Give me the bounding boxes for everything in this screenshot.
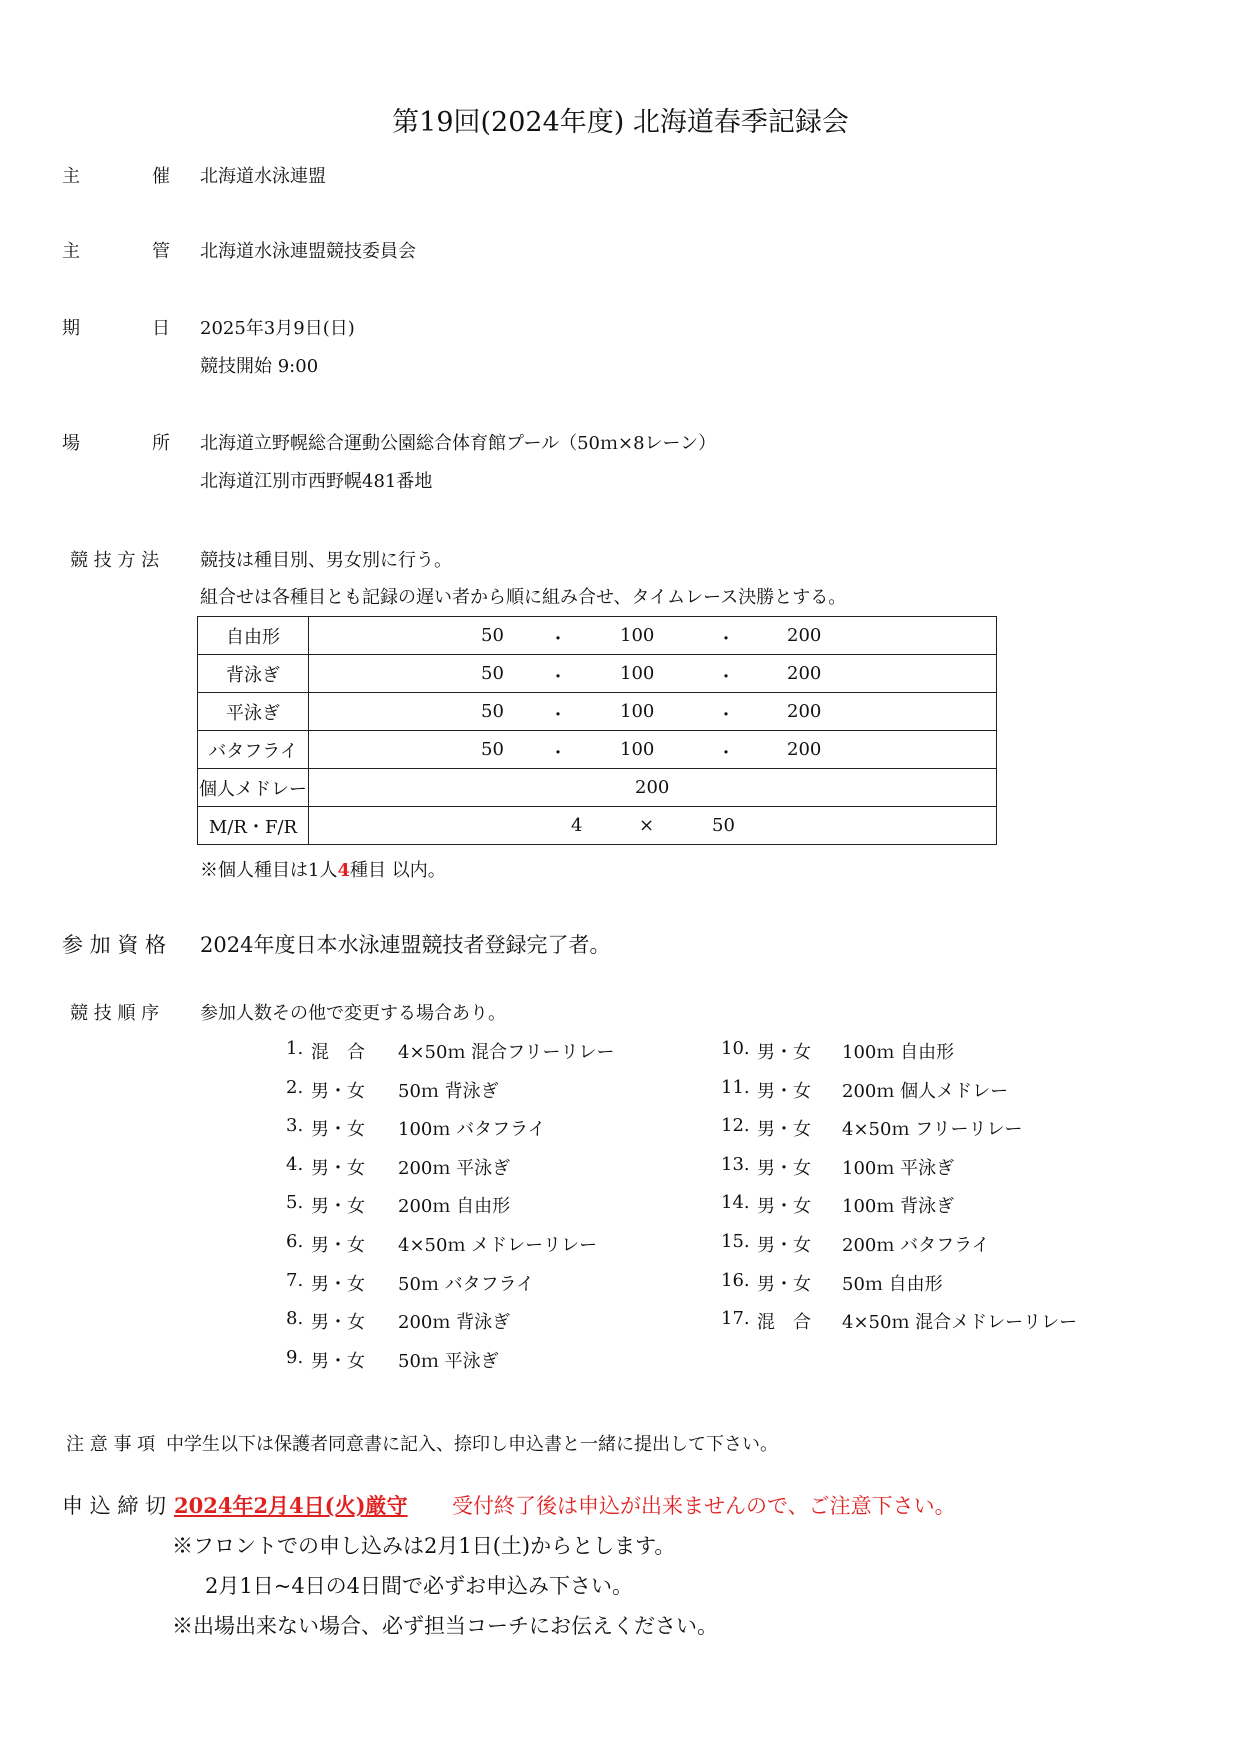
order-sex: 男・女 (757, 1196, 811, 1218)
distance-100: 100 (620, 663, 655, 684)
notes-value: 中学生以下は保護者同意書に記入、捺印し申込書と一緒に提出して下さい。 (166, 1434, 778, 1455)
separator: ・ (549, 705, 567, 726)
distance-200: 200 (787, 701, 822, 722)
order-sex: 男・女 (311, 1235, 365, 1256)
distance-50: 50 (481, 739, 504, 760)
order-sex: 混 合 (311, 1042, 365, 1063)
order-number: 16. (721, 1269, 750, 1291)
date-label-a: 期 (62, 318, 80, 339)
order-event: 100ｍ 背泳ぎ (842, 1196, 955, 1218)
table-row (198, 693, 997, 731)
method-line1: 競技は種目別、男女別に行う。 (200, 550, 452, 571)
distance-100: 100 (620, 625, 655, 646)
venue-label-b: 所 (152, 433, 170, 454)
separator: ・ (549, 629, 567, 650)
order-number: 11. (721, 1076, 750, 1098)
order-event: 50ｍ バタフライ (398, 1273, 535, 1295)
order-sex: 男・女 (311, 1080, 365, 1102)
order-event: 200ｍ バタフライ (842, 1235, 990, 1256)
relay-distance: 50 (712, 815, 735, 836)
separator: ・ (549, 743, 567, 764)
date-value: 2025年3月9日(日) (200, 318, 355, 339)
separator: ・ (717, 743, 735, 764)
table-row (198, 617, 997, 655)
separator: ・ (717, 667, 735, 688)
order-number: 8. (286, 1308, 304, 1330)
notes-label: 注 意 事 項 (66, 1434, 156, 1455)
event-name: 平泳ぎ (198, 693, 309, 731)
venue-label-a: 場 (62, 433, 80, 454)
order-number: 1. (286, 1038, 304, 1059)
order-event: 100ｍ 自由形 (842, 1042, 955, 1063)
table-row (198, 769, 997, 807)
order-label: 競 技 順 序 (70, 1003, 160, 1024)
order-number: 7. (286, 1269, 304, 1291)
order-number: 13. (721, 1153, 750, 1175)
order-event: 4×50ｍ 混合フリーリレー (398, 1042, 615, 1063)
separator: ・ (717, 629, 735, 650)
order-event: 4×50ｍ 混合メドレーリレー (842, 1312, 1078, 1334)
relay-times: × (639, 815, 655, 836)
event-name: 自由形 (198, 617, 309, 655)
order-sex: 男・女 (757, 1042, 811, 1063)
organizer-label-a: 主 (62, 241, 80, 262)
limit-note-post: 種目 以内。 (349, 860, 446, 881)
distance-50: 50 (481, 663, 504, 684)
distance-200: 200 (787, 739, 822, 760)
distance-50: 50 (481, 625, 504, 646)
order-event: 50ｍ 背泳ぎ (398, 1080, 499, 1102)
order-number: 9. (286, 1346, 304, 1368)
eligibility-value: 2024年度日本水泳連盟競技者登録完了者。 (200, 933, 611, 957)
distance-100: 100 (620, 701, 655, 722)
separator: ・ (717, 705, 735, 726)
order-number: 14. (721, 1192, 750, 1214)
deadline-date: 2024年2月4日(火)厳守 (174, 1493, 408, 1518)
order-sex: 男・女 (311, 1312, 365, 1334)
table-row (198, 655, 997, 693)
distance-50: 50 (481, 701, 504, 722)
distance-200: 200 (787, 663, 822, 684)
table-row (198, 807, 997, 845)
host-label-a: 主 (62, 166, 80, 187)
organizer-label-b: 管 (152, 241, 170, 262)
order-sex: 男・女 (311, 1196, 365, 1218)
method-line2: 組合せは各種目とも記録の遅い者から順に組み合せ、タイムレース決勝とする。 (200, 587, 847, 608)
event-name: バタフライ (198, 731, 309, 769)
deadline-label: 申 込 締 切 (62, 1494, 167, 1518)
order-sex: 男・女 (311, 1273, 365, 1295)
order-number: 2. (286, 1076, 304, 1098)
order-sex: 男・女 (757, 1157, 811, 1179)
order-sex: 男・女 (757, 1119, 811, 1141)
host-label-b: 催 (152, 166, 170, 187)
separator: ・ (549, 667, 567, 688)
limit-note-pre: ※個人種目は1人 (200, 860, 338, 881)
date-label-b: 日 (152, 318, 170, 339)
deadline-line1: ※フロントでの申し込みは2月1日(土)からとします。 (172, 1534, 676, 1558)
order-number: 5. (286, 1192, 304, 1214)
order-number: 12. (721, 1115, 750, 1137)
event-name: M/R・F/R (198, 807, 309, 845)
host-value: 北海道水泳連盟 (200, 166, 326, 187)
method-label: 競 技 方 法 (70, 550, 160, 571)
order-event: 200ｍ 個人メドレー (842, 1080, 1009, 1102)
venue-address: 北海道江別市西野幌481番地 (200, 471, 433, 492)
order-sex: 男・女 (311, 1157, 365, 1179)
order-event: 100ｍ 平泳ぎ (842, 1157, 955, 1179)
order-number: 10. (721, 1038, 750, 1059)
order-event: 100ｍ バタフライ (398, 1119, 546, 1141)
event-name: 個人メドレー (198, 769, 309, 807)
order-number: 15. (721, 1231, 750, 1252)
order-event: 200ｍ 自由形 (398, 1196, 511, 1218)
order-event: 200ｍ 背泳ぎ (398, 1312, 511, 1334)
order-number: 17. (721, 1308, 750, 1330)
order-event: 50ｍ 自由形 (842, 1273, 943, 1295)
deadline-line3: ※出場出来ない場合、必ず担当コーチにお伝えください。 (172, 1614, 718, 1638)
event-name: 背泳ぎ (198, 655, 309, 693)
deadline-warning: 受付終了後は申込が出来ませんので、ご注意下さい。 (452, 1494, 956, 1518)
order-sex: 男・女 (757, 1080, 811, 1102)
order-sex: 男・女 (757, 1235, 811, 1256)
distance-200: 200 (635, 777, 670, 798)
deadline-line2: 2月1日~4日の4日間で必ずお申込み下さい。 (205, 1574, 634, 1598)
start-time: 競技開始 9:00 (200, 356, 319, 377)
order-sex: 男・女 (311, 1350, 365, 1372)
order-event: 200ｍ 平泳ぎ (398, 1157, 511, 1179)
order-sex: 男・女 (311, 1119, 365, 1141)
order-sex: 混 合 (757, 1312, 811, 1334)
limit-note (200, 856, 446, 882)
order-event: 4×50ｍ メドレーリレー (398, 1235, 598, 1256)
limit-note-number: 4 (337, 860, 350, 881)
order-number: 6. (286, 1231, 304, 1252)
venue-value: 北海道立野幌総合運動公園総合体育館プール（50ｍ×8レーン） (200, 433, 717, 454)
eligibility-label: 参 加 資 格 (62, 933, 167, 957)
order-number: 3. (286, 1115, 304, 1137)
order-number: 4. (286, 1153, 304, 1175)
distance-100: 100 (620, 739, 655, 760)
relay-count: 4 (571, 815, 583, 836)
distance-200: 200 (787, 625, 822, 646)
order-event: 50ｍ 平泳ぎ (398, 1350, 499, 1372)
order-sex: 男・女 (757, 1273, 811, 1295)
order-event: 4×50ｍ フリーリレー (842, 1119, 1023, 1141)
page-title: 第19回(2024年度) 北海道春季記録会 (392, 107, 849, 138)
organizer-value: 北海道水泳連盟競技委員会 (200, 241, 416, 262)
table-row (198, 731, 997, 769)
order-note: 参加人数その他で変更する場合あり。 (200, 1003, 506, 1024)
events-table (197, 616, 997, 845)
